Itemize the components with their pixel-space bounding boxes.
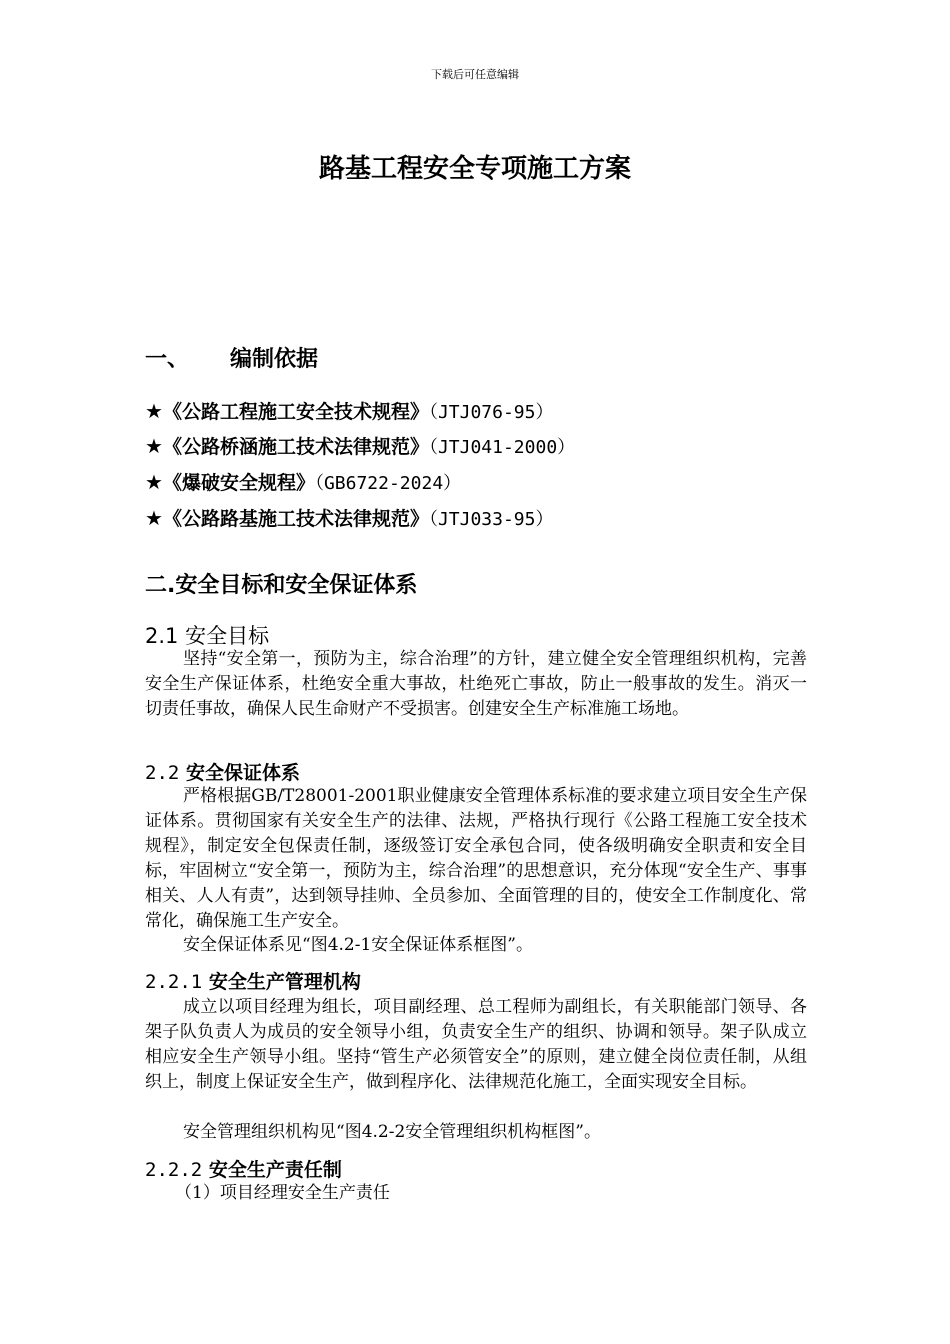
section-2-1-paragraph: 坚持“安全第一，预防为主，综合治理”的方针，建立健全安全管理组织机构，完善安全生产保证体系，杜绝安全重大事故，杜绝死亡事故，防止一般事故的发生。消灭一切责任事故，确保人民生命财产不受损害。创建安全生产标准施工场地。 <box>145 649 807 719</box>
star-icon: ★ <box>145 506 163 530</box>
section-2-2-title: 安全保证体系 <box>185 762 300 784</box>
reference-item <box>145 397 554 424</box>
section-2-2-2-heading <box>145 1155 342 1182</box>
star-icon: ★ <box>145 470 163 494</box>
reference-name: 《爆破安全规程》 <box>162 472 315 494</box>
reference-code: （JTJ076-95） <box>428 402 554 423</box>
star-icon: ★ <box>145 399 163 423</box>
section-2-2-paragraph: 严格根据GB/T28001-2001职业健康安全管理体系标准的要求建立项目安全生产保证体系。贯彻国家有关安全生产的法律、法规，严格执行现行《公路工程施工安全技术规程》，制定安全包保责任制，逐级签订安全承包合同，使各级明确安全职责和安全目标，牢固树立“安全第一，预防为主，综合治理”的思想意识，充分体现“安全生产、事事相关、人人有责”，达到领导挂帅、全员参加、全面管理的目的，使安全工作制度化、常常化，确保施工生产安全。 <box>145 786 807 931</box>
section-2-2-1-title: 安全生产管理机构 <box>208 971 361 993</box>
section-1-number: 一、 <box>145 347 190 372</box>
section-2-2-1-heading <box>145 967 361 994</box>
section-2-2-number: 2.2 <box>145 762 180 784</box>
reference-item <box>145 504 554 531</box>
section-2-2-1-number: 2.2.1 <box>145 971 203 993</box>
section-2-heading: 二.安全目标和安全保证体系 <box>145 573 418 598</box>
reference-code: （GB6722-2024） <box>314 473 462 494</box>
section-2-2-2-number: 2.2.2 <box>145 1159 203 1181</box>
reference-item <box>145 432 575 459</box>
star-icon: ★ <box>145 434 163 458</box>
reference-item <box>145 468 461 495</box>
document-title: 路基工程安全专项施工方案 <box>318 154 631 184</box>
reference-code: （JTJ033-95） <box>428 509 554 530</box>
reference-name: 《公路路基施工技术法律规范》 <box>162 508 429 530</box>
header-note: 下载后可任意编辑 <box>431 68 519 81</box>
section-2-2-figure-ref: 安全保证体系见“图4.2-1安全保证体系框图”。 <box>183 935 533 955</box>
section-2-2-1-figure-ref: 安全管理组织机构见“图4.2-2安全管理组织机构框图”。 <box>183 1122 601 1142</box>
reference-name: 《公路桥涵施工技术法律规范》 <box>162 436 429 458</box>
section-2-2-2-item: （1）项目经理安全生产责任 <box>175 1183 390 1203</box>
section-1-heading <box>145 342 318 373</box>
section-2-2-heading <box>145 758 300 785</box>
section-1-title: 编制依据 <box>230 347 319 372</box>
section-2-2-1-paragraph: 成立以项目经理为组长，项目副经理、总工程师为副组长，有关职能部门领导、各架子队负责人为成员的安全领导小组，负责安全生产的组织、协调和领导。架子队成立相应安全生产领导小组。坚持“管生产必须管安全”的原则，建立健全岗位责任制，从组织上，制度上保证安全生产，做到程序化、法律规范化施工，全面实现安全目标。 <box>145 997 807 1092</box>
section-2-1-heading: 2.1 安全目标 <box>145 624 270 648</box>
reference-code: （JTJ041-2000） <box>428 437 576 458</box>
reference-name: 《公路工程施工安全技术规程》 <box>162 401 429 423</box>
section-2-2-2-title: 安全生产责任制 <box>208 1159 342 1181</box>
